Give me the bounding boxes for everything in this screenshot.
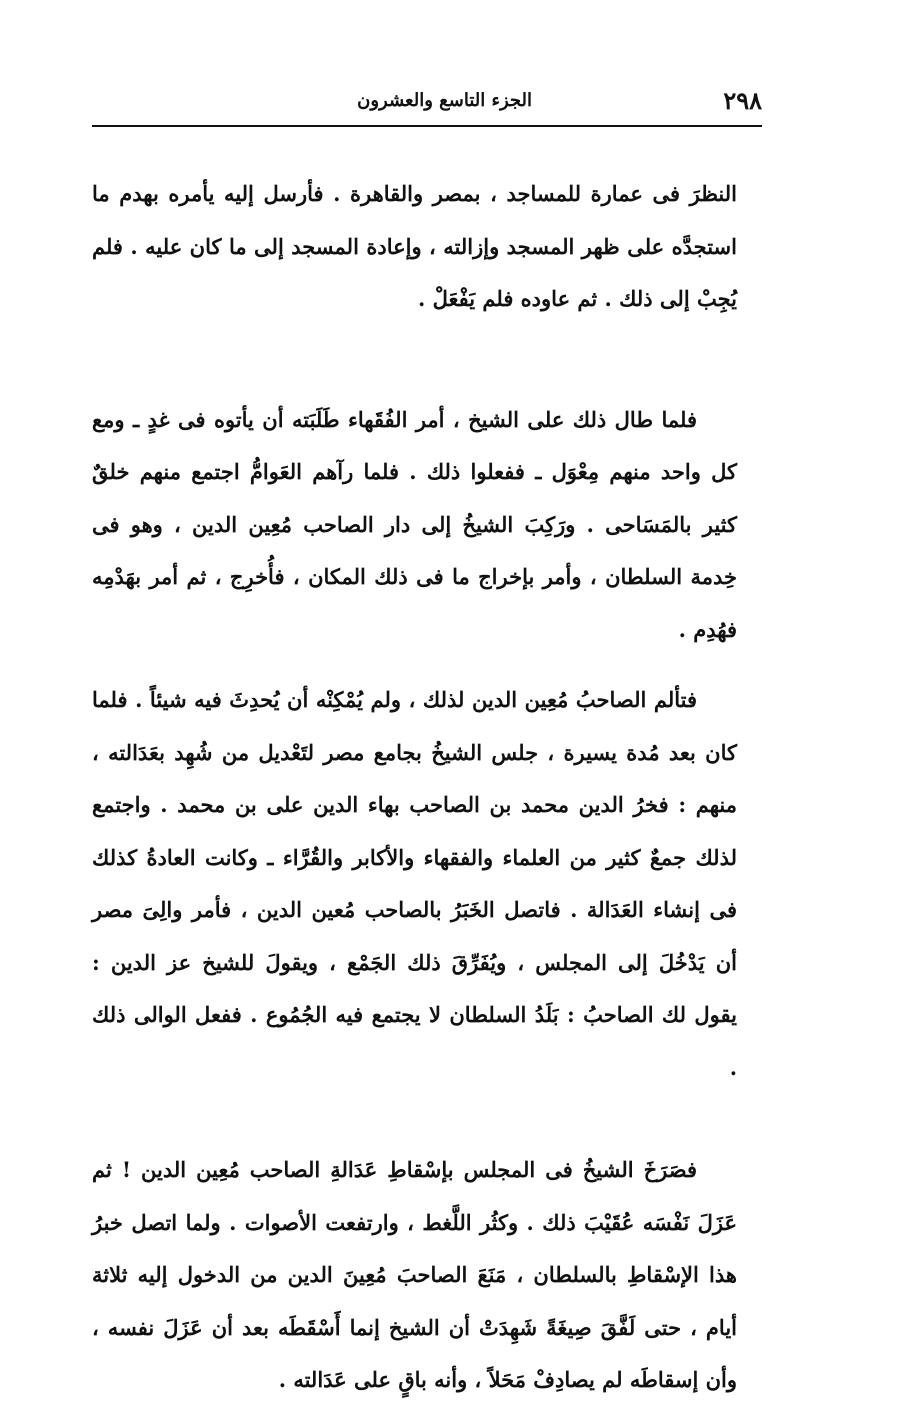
paragraph-spacer — [92, 656, 737, 674]
page-header — [92, 84, 762, 124]
paragraph-2: فلما طال ذلك على الشيخ ، أمر الفُقَهاء طَلَبَته أن يأتوه فى غدٍ ـ ومع كل واحد منهم مِعْوَل ـ ففعلوا ذلك . فلما رآهم العَوامُّ اجتمع منهم خلقٌ كثير بالمَسَاحى . ورَكِبَ الشيخُ إلى دار الصاحب مُعِين الدين ، وهو فى خِدمة السلطان ، وأمر بإخراج ما فى ذلك المكان ، فأُخرِج ، ثم أمر بهَدْمِه فهُدِم . — [92, 406, 737, 642]
header-divider — [92, 125, 762, 127]
paragraph-4: فصَرَخَ الشيخُ فى المجلس بإسْقاطِ عَدَالةِ الصاحب مُعِين الدين ! ثم عَزَلَ نَفْسَه عُقَيْبَ ذلك . وكثُر اللَّغط ، وارتفعت الأصوات . ولما اتصل خبرُ هذا الإسْقاطِ بالسلطان ، مَنَعَ الصاحبَ مُعِينَ الدين من الدخول إليه ثلاثة أيام ، حتى لَفَّقَ صِيغَةً شَهِدَتْ أن الشيخ إنما أَسْقَطَه بعد أن عَزَلَ نفسه ، وأن إسقاطَه لم يصادِفْ مَحَلاً ، وأنه باقٍ على عَدَالته . — [92, 1157, 737, 1392]
running-title: الجزء التاسع والعشرون — [357, 90, 532, 111]
paragraph-3: فتألم الصاحبُ مُعِين الدين لذلك ، ولم يُمْكِنْه أن يُحدِثَ فيه شيئاً . فلما كان بعد مُدة يسيرة ، جلس الشيخُ بجامع مصر لتَعْديل من شُهِد بعَدَالته ، منهم : فخرُ الدين محمد بن الصاحب بهاء الدين على بن محمد . واجتمع لذلك جمعٌ كثير من العلماء والفقهاء والأكابر والقُرَّاء ـ وكانت العادةُ كذلك فى إنشاء العَدَالة . فاتصل الخَبَرُ بالصاحب مُعين الدين ، فأمر والِىَ مصر أن يَدْخُلَ إلى المجلس ، ويُفَرِّقَ ذلك الجَمْع ، ويقولَ للشيخ عز الدين : يقول لك الصاحبُ : بَلَدُ السلطان لا يجتمع فيه الجُمُوع . ففعل الوالى ذلك . — [92, 687, 737, 1080]
paragraph-spacer — [92, 326, 737, 394]
paragraph-spacer — [92, 1094, 737, 1144]
body-text — [92, 168, 737, 1407]
page-number: ٢٩٨ — [723, 86, 762, 115]
paragraph-1: النظرَ فى عمارة للمساجد ، بمصر والقاهرة . فأرسل إليه يأمره بهدم ما استجدَّه على ظهر المسجد وإزالته ، وإعادة المسجد إلى ما كان عليه . فلم يُجِبْ إلى ذلك . ثم عاوده فلم يَفْعَلْ . — [92, 181, 737, 311]
